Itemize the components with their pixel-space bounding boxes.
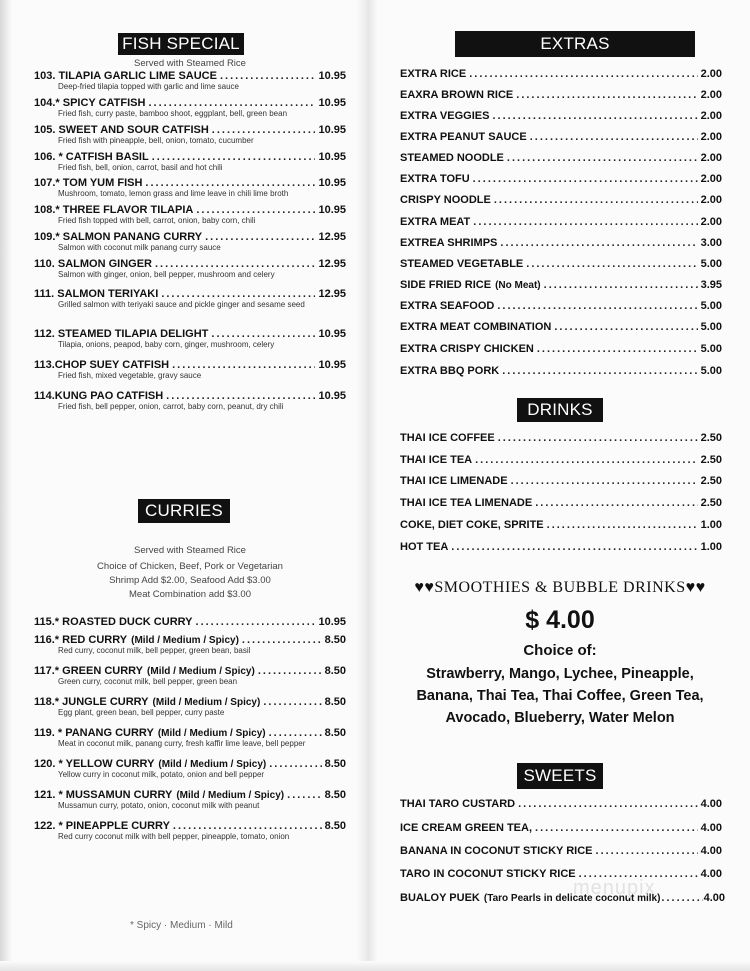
- menu-item: [34, 328, 346, 350]
- item-name: 121. * MUSSAMUN CURRY: [34, 789, 173, 801]
- item-name: EXTRA MEAT COMBINATION: [400, 321, 552, 333]
- item-note: (No Meat): [495, 280, 541, 291]
- menu-item: [34, 70, 346, 92]
- item-name: CRISPY NOODLE: [400, 194, 491, 206]
- menu-item: [400, 365, 722, 377]
- item-name: 122. * PINEAPPLE CURRY: [34, 820, 170, 832]
- item-price: 2.00: [700, 194, 722, 206]
- item-name: EXTRA PEANUT SAUCE: [400, 131, 527, 143]
- item-price: 3.00: [700, 237, 722, 249]
- item-price: 10.95: [318, 177, 346, 189]
- menu-item: [400, 194, 722, 206]
- item-price: 8.50: [324, 789, 346, 801]
- menu-item: [400, 89, 722, 101]
- item-name: 111. SALMON TERIYAKI: [34, 288, 159, 300]
- item-price: 1.00: [700, 541, 722, 553]
- item-price: 1.00: [700, 519, 722, 531]
- item-note: (Taro Pearls in delicate coconut milk): [483, 893, 661, 904]
- item-price: 4.00: [700, 868, 722, 880]
- item-name: EXTREA SHRIMPS: [400, 237, 498, 249]
- menu-item: [400, 237, 722, 249]
- item-price: 4.00: [703, 892, 725, 904]
- item-price: 10.95: [318, 204, 346, 216]
- curries-note: Served with Steamed Rice: [134, 545, 246, 556]
- menu-item: [34, 665, 346, 687]
- menu-item: [400, 68, 722, 80]
- item-price: 10.95: [318, 151, 346, 163]
- item-description: Mushroom, tomato, lemon grass and lime leave in chili lime broth: [58, 189, 289, 198]
- menu-item: [34, 151, 346, 173]
- item-name: 116.* RED CURRY: [34, 634, 128, 646]
- menu-item: [400, 475, 722, 487]
- menu-item: [400, 541, 722, 553]
- menu-item: [400, 519, 722, 531]
- spice-legend: * Spicy · Medium · Mild: [130, 920, 233, 931]
- page-edge-shadow: [0, 0, 12, 971]
- item-name: THAI TARO CUSTARD: [400, 798, 516, 810]
- item-name: 118.* JUNGLE CURRY: [34, 696, 149, 708]
- item-description: Fried fish with pineapple, bell, onion, tomato, cucumber: [58, 136, 254, 145]
- item-price: 8.50: [324, 820, 346, 832]
- item-description: Yellow curry in coconut milk, potato, onion and bell pepper: [58, 770, 265, 779]
- item-name: EXTRA VEGGIES: [400, 110, 490, 122]
- item-price: 8.50: [324, 758, 346, 770]
- menu-item: [34, 288, 346, 310]
- menu-item: [34, 789, 346, 811]
- item-description: Fried fish, bell pepper, onion, carrot, baby corn, peanut, dry chili: [58, 402, 284, 411]
- menu-item: [400, 454, 722, 466]
- item-price: 10.95: [318, 124, 346, 136]
- item-name: 120. * YELLOW CURRY: [34, 758, 155, 770]
- menu-item: [34, 204, 346, 226]
- item-name: 119. * PANANG CURRY: [34, 727, 154, 739]
- item-name: BUALOY PUEK: [400, 892, 480, 904]
- menu-item: [34, 258, 346, 280]
- menu-item: [34, 359, 346, 381]
- drinks-heading: DRINKS: [517, 398, 603, 422]
- menu-item: [400, 868, 722, 880]
- smoothies-price: $ 4.00: [525, 606, 595, 634]
- menu-item: [400, 892, 725, 904]
- item-name: STEAMED VEGETABLE: [400, 258, 524, 270]
- menu-item: [400, 798, 722, 810]
- menu-item: [34, 97, 346, 119]
- menu-item: [34, 231, 346, 253]
- item-price: 10.95: [318, 328, 346, 340]
- item-name: HOT TEA: [400, 541, 449, 553]
- item-price: 2.00: [700, 173, 722, 185]
- item-description: Fried fish, curry paste, bamboo shoot, eggplant, bell, green bean: [58, 109, 288, 118]
- item-name: 112. STEAMED TILAPIA DELIGHT: [34, 328, 209, 340]
- item-price: 2.00: [700, 152, 722, 164]
- menu-item: [400, 822, 722, 834]
- item-name: 104.* SPICY CATFISH: [34, 97, 146, 109]
- item-price: 2.50: [700, 475, 722, 487]
- spice-level: (Mild / Medium / Spicy): [152, 697, 261, 708]
- item-price: 12.95: [318, 288, 346, 300]
- menu-item: [34, 177, 346, 199]
- menu-item: [400, 173, 722, 185]
- menu-item: [400, 300, 722, 312]
- item-name: EXTRA BBQ PORK: [400, 365, 500, 377]
- item-description: Deep-fried tilapia topped with garlic and lime sauce: [58, 82, 239, 91]
- item-price: 10.95: [318, 97, 346, 109]
- smoothies-choice-label: Choice of:: [523, 642, 597, 659]
- menu-item: [34, 758, 346, 780]
- item-description: Red curry coconut milk with bell pepper, pineapple, tomato, onion: [58, 832, 290, 841]
- item-price: 4.00: [700, 822, 722, 834]
- item-price: 10.95: [318, 70, 346, 82]
- item-name: ICE CREAM GREEN TEA,: [400, 822, 533, 834]
- item-name: SIDE FRIED RICE: [400, 279, 492, 291]
- item-description: Tilapia, onions, peapod, baby corn, ginger, mushroom, celery: [58, 340, 275, 349]
- menu-item: [34, 124, 346, 146]
- item-description: Meat in coconut milk, panang curry, fresh kaffir lime leave, bell pepper: [58, 739, 306, 748]
- item-description: Salmon with ginger, onion, bell pepper, mushroom and celery: [58, 270, 275, 279]
- item-name: THAI ICE TEA LIMENADE: [400, 497, 533, 509]
- menu-item: [400, 131, 722, 143]
- item-name: 108.* THREE FLAVOR TILAPIA: [34, 204, 194, 216]
- spice-level: (Mild / Medium / Spicy): [158, 759, 267, 770]
- menu-item: [400, 845, 722, 857]
- item-price: 2.00: [700, 68, 722, 80]
- item-price: 10.95: [318, 359, 346, 371]
- smoothies-heading: ♥♥SMOOTHIES & BUBBLE DRINKS♥♥: [414, 579, 706, 596]
- item-price: 12.95: [318, 231, 346, 243]
- menu-item: [400, 279, 722, 291]
- spice-level: (Mild / Medium / Spicy): [176, 790, 285, 801]
- item-name: 115.* ROASTED DUCK CURRY: [34, 616, 193, 628]
- smoothies-flavor-list: [390, 663, 730, 729]
- item-name: 105. SWEET AND SOUR CATFISH: [34, 124, 209, 136]
- menu-item: [34, 727, 346, 749]
- item-price: 10.95: [318, 390, 346, 402]
- item-price: 2.00: [700, 110, 722, 122]
- item-name: THAI ICE COFFEE: [400, 432, 495, 444]
- curries-note: Choice of Chicken, Beef, Pork or Vegetarian: [97, 561, 283, 572]
- fish-special-heading: FISH SPECIAL: [118, 33, 244, 55]
- menu-item: [34, 390, 346, 412]
- spice-level: (Mild / Medium / Spicy): [131, 635, 239, 646]
- page-bottom-edge: [0, 961, 750, 971]
- item-price: 5.00: [700, 300, 722, 312]
- item-price: 2.00: [700, 131, 722, 143]
- flavor-line: Avocado, Blueberry, Water Melon: [445, 710, 675, 726]
- curries-note: Meat Combination add $3.00: [129, 589, 251, 600]
- flavor-line: Strawberry, Mango, Lychee, Pineapple,: [426, 666, 694, 682]
- item-description: Salmon with coconut milk panang curry sauce: [58, 243, 221, 252]
- item-name: 113.CHOP SUEY CATFISH: [34, 359, 170, 371]
- menu-item: [400, 152, 722, 164]
- item-price: 8.50: [324, 727, 346, 739]
- menu-item: [34, 634, 346, 656]
- sweets-heading: SWEETS: [517, 763, 603, 789]
- menu-item: [400, 497, 722, 509]
- watermark-logo: menupix: [573, 877, 656, 899]
- item-price: 2.00: [700, 216, 722, 228]
- item-name: EXTRA CRISPY CHICKEN: [400, 343, 534, 355]
- item-price: 2.50: [700, 432, 722, 444]
- item-name: EAXRA BROWN RICE: [400, 89, 514, 101]
- menu-item: [34, 820, 346, 842]
- item-name: TARO IN COCONUT STICKY RICE: [400, 868, 576, 880]
- item-price: 5.00: [700, 321, 722, 333]
- item-name: THAI ICE TEA: [400, 454, 473, 466]
- menu-item: [400, 343, 722, 355]
- fish-special-note: Served with Steamed Rice: [134, 58, 246, 69]
- flavor-line: Banana, Thai Tea, Thai Coffee, Green Tea,: [416, 688, 704, 704]
- extras-heading: EXTRAS: [455, 31, 695, 57]
- item-description: Fried fish, bell, onion, carrot, basil and hot chili: [58, 163, 223, 172]
- menu-item: [400, 110, 722, 122]
- item-name: STEAMED NOODLE: [400, 152, 504, 164]
- item-name: 110. SALMON GINGER: [34, 258, 152, 270]
- item-name: BANANA IN COCONUT STICKY RICE: [400, 845, 593, 857]
- item-price: 5.00: [700, 258, 722, 270]
- menu-item: [400, 321, 722, 333]
- item-name: 107.* TOM YUM FISH: [34, 177, 143, 189]
- item-description: Mussamun curry, potato, onion, coconut milk with peanut: [58, 801, 260, 810]
- item-name: EXTRA RICE: [400, 68, 467, 80]
- item-name: THAI ICE LIMENADE: [400, 475, 508, 487]
- item-description: Green curry, coconut milk, bell pepper, green bean: [58, 677, 238, 686]
- item-price: 12.95: [318, 258, 346, 270]
- menu-item: [400, 216, 722, 228]
- item-price: 4.00: [700, 845, 722, 857]
- spice-level: (Mild / Medium / Spicy): [157, 728, 266, 739]
- item-price: 8.50: [324, 665, 346, 677]
- item-name: EXTRA MEAT: [400, 216, 471, 228]
- item-name: 106. * CATFISH BASIL: [34, 151, 149, 163]
- item-description: Egg plant, green bean, bell pepper, curry paste: [58, 708, 225, 717]
- item-price: 2.50: [700, 497, 722, 509]
- item-price: 4.00: [700, 798, 722, 810]
- item-price: 8.50: [324, 696, 346, 708]
- item-name: COKE, DIET COKE, SPRITE: [400, 519, 544, 531]
- item-price: 8.50: [324, 634, 346, 646]
- item-price: 10.95: [318, 616, 346, 628]
- item-name: EXTRA SEAFOOD: [400, 300, 495, 312]
- item-name: 117.* GREEN CURRY: [34, 665, 144, 677]
- spice-level: (Mild / Medium / Spicy): [147, 666, 255, 677]
- item-name: 114.KUNG PAO CATFISH: [34, 390, 164, 402]
- menu-item: [400, 432, 722, 444]
- item-description: Red curry, coconut milk, bell pepper, green bean, basil: [58, 646, 251, 655]
- curries-note: Shrimp Add $2.00, Seafood Add $3.00: [109, 575, 271, 586]
- item-name: EXTRA TOFU: [400, 173, 470, 185]
- item-name: 109.* SALMON PANANG CURRY: [34, 231, 203, 243]
- item-price: 5.00: [700, 343, 722, 355]
- item-price: 2.50: [700, 454, 722, 466]
- item-price: 5.00: [700, 365, 722, 377]
- item-price: 3.95: [700, 279, 722, 291]
- menu-item: [400, 258, 722, 270]
- item-description: Fried fish topped with bell, carrot, onion, baby corn, chili: [58, 216, 256, 225]
- item-price: 2.00: [700, 89, 722, 101]
- item-name: 103. TILAPIA GARLIC LIME SAUCE: [34, 70, 217, 82]
- item-description: Fried fish, mixed vegetable, gravy sauce: [58, 371, 202, 380]
- menu-item: [34, 696, 346, 718]
- menu-item: [34, 616, 346, 628]
- curries-heading: CURRIES: [138, 499, 230, 523]
- item-description: Grilled salmon with teriyaki sauce and pickle ginger and sesame seed: [58, 300, 305, 309]
- page-fold: [356, 0, 378, 971]
